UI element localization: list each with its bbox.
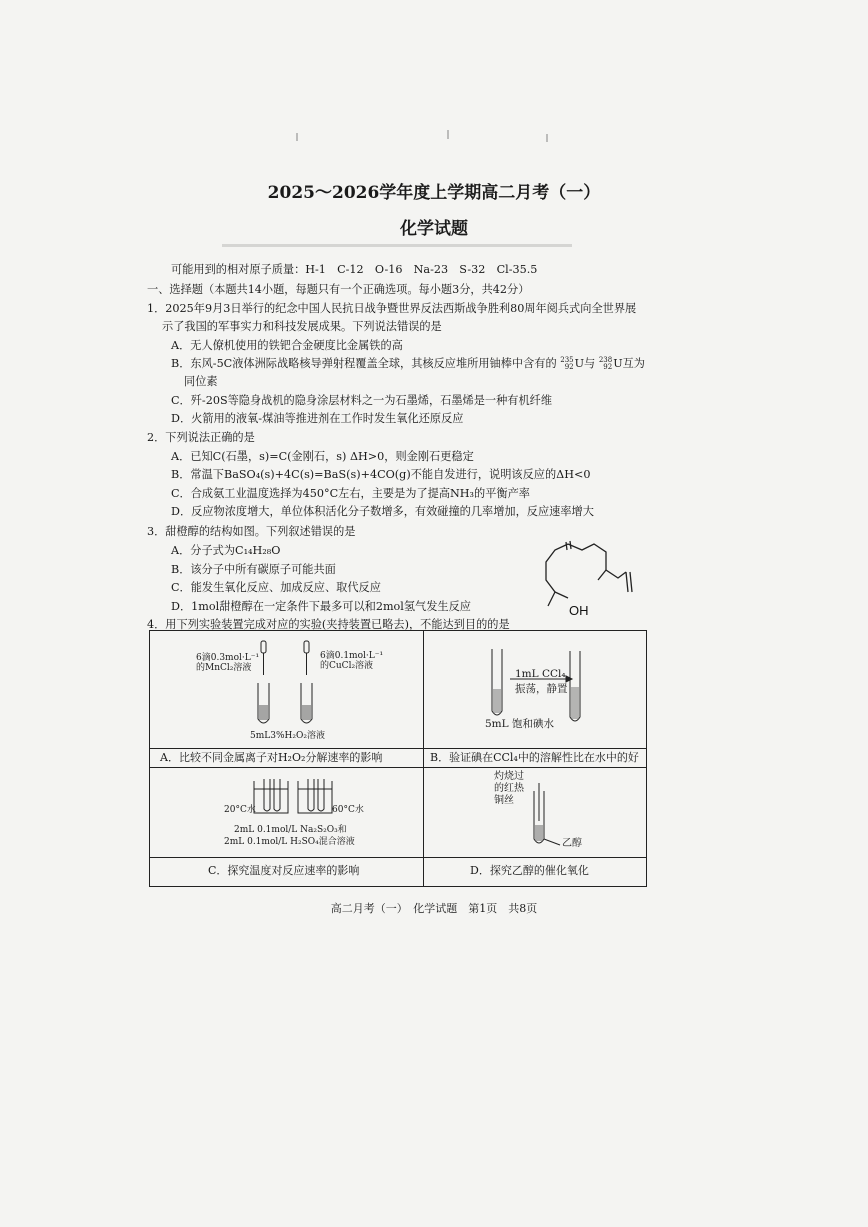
c-apparatus <box>250 777 340 817</box>
arrow-head <box>566 676 572 682</box>
exam-subtitle: 化学试题 <box>400 219 468 239</box>
q1-option-d: D．火箭用的液氧-煤油等推进剂在工作时发生氧化还原反应 <box>171 412 464 425</box>
test-tube <box>318 779 324 811</box>
chain-bond <box>568 544 626 578</box>
q4-apparatus-grid <box>149 630 647 887</box>
test-tube <box>264 779 270 811</box>
q1-option-a: A．无人僚机使用的铁钯合金硬度比金属铁的高 <box>171 339 403 352</box>
q1-option-b: B．东风-5C液体洲际战略核导弹射程覆盖全球，其核反应堆所用铀棒中含有的 235 92U与 238 92U互为 <box>171 356 645 371</box>
exam-title: 2025～2026学年度上学期高二月考（一） <box>267 183 601 203</box>
b-label-iodine-water: 5mL 饱和碘水 <box>485 718 554 730</box>
q4-caption-b: B．验证碘在CCl₄中的溶解性比在水中的好 <box>430 751 639 764</box>
q1-stem-cont: 示了我国的军事实力和科技发展成果。下列说法错误的是 <box>162 320 442 333</box>
liquid <box>302 705 311 720</box>
q3-option-c: C．能发生氧化反应、加成反应、取代反应 <box>171 581 381 594</box>
q3-option-a: A．分子式为C₁₄H₂₈O <box>171 544 281 557</box>
c-label-20c: 20°C水 <box>224 805 256 815</box>
dropper-bulb <box>261 641 266 653</box>
dropper-bulb <box>304 641 309 653</box>
scan-smudge <box>222 244 572 247</box>
q2-option-d: D．反应物浓度增大，单位体积活化分子数增多，有效碰撞的几率增加，反应速率增大 <box>171 505 594 518</box>
atomic-masses: 可能用到的相对原子质量：H-1 C-12 O-16 Na-23 S-32 Cl-35.5 <box>171 263 538 276</box>
a-label-left: 6滴0.3mol·L⁻¹ 的MnCl₂溶液 <box>196 653 260 673</box>
liquid <box>571 687 579 719</box>
structure-diagram <box>530 530 640 620</box>
b-label-shake: 振荡，静置 <box>515 683 568 695</box>
q2-option-a: A．已知C(石墨，s)=C(金刚石，s) ΔH>0，则金刚石更稳定 <box>171 450 474 463</box>
scan-smudge <box>447 130 449 139</box>
q1-stem: 1．2025年9月3日举行的纪念中国人民抗日战争暨世界反法西斯战争胜利80周年阅兵式向全世界展 <box>147 302 637 315</box>
liquid <box>493 689 501 713</box>
test-tube <box>308 779 314 811</box>
a-apparatus <box>250 639 330 731</box>
c-label-60c: 60°C水 <box>332 805 364 815</box>
q3-option-d: D．1mol甜橙醇在一定条件下最多可以和2mol氢气发生反应 <box>171 600 471 613</box>
pointer-line <box>544 839 560 845</box>
grid-divider <box>150 767 646 768</box>
methyl-bond <box>598 570 606 580</box>
a-label-right: 6滴0.1mol·L⁻¹ 的CuCl₂溶液 <box>320 651 384 671</box>
vinyl-double-bond <box>630 572 632 592</box>
double-bond-mark <box>566 542 567 550</box>
test-tube <box>274 779 280 811</box>
section-heading: 一、选择题（本题共14小题，每题只有一个正确选项。每小题3分，共42分） <box>147 283 530 296</box>
grid-divider <box>150 857 646 858</box>
c-label-solution-2: 2mL 0.1mol/L H₂SO₄混合溶液 <box>224 837 355 847</box>
q2-option-b: B．常温下BaSO₄(s)+4C(s)=BaS(s)+4CO(g)不能自发进行，说明该反应的ΔH<0 <box>171 468 591 481</box>
ethanol-liquid <box>535 825 543 841</box>
vinyl-bond <box>626 572 628 592</box>
q2-option-c: C．合成氨工业温度选择为450°C左右，主要是为了提高NH₃的平衡产率 <box>171 487 530 500</box>
grid-divider <box>150 748 646 749</box>
q4-stem: 4．用下列实验装置完成对应的实验(夹持装置已略去)，不能达到目的的是 <box>147 618 510 631</box>
q4-caption-a: A．比较不同金属离子对H₂O₂分解速率的影响 <box>160 751 383 764</box>
d-apparatus <box>526 781 566 851</box>
oh-label: OH <box>569 603 589 618</box>
beaker <box>298 781 332 813</box>
d-label-copper: 灼烧过 的红热 铜丝 <box>494 771 524 806</box>
c-label-solution-1: 2mL 0.1mol/L Na₂S₂O₃和 <box>234 825 347 835</box>
grid-divider <box>423 631 424 886</box>
beaker <box>254 781 288 813</box>
q3-stem: 3．甜橙醇的结构如图。下列叙述错误的是 <box>147 525 356 538</box>
q1-option-c: C．歼-20S等隐身战机的隐身涂层材料之一为石墨烯，石墨烯是一种有机纤维 <box>171 394 553 407</box>
q3-option-b: B．该分子中所有碳原子可能共面 <box>171 563 336 576</box>
q1-option-b-cont: 同位素 <box>184 375 218 388</box>
b-label-ccl4: 1mL CCl₄ <box>515 668 566 680</box>
a-label-bottom: 5mL3%H₂O₂溶液 <box>250 731 325 741</box>
liquid <box>259 705 268 720</box>
scan-smudge <box>296 133 298 141</box>
page-footer: 高二月考（一） 化学试题 第1页 共8页 <box>330 902 538 915</box>
q2-stem: 2．下列说法正确的是 <box>147 431 255 444</box>
scan-smudge <box>546 134 548 142</box>
q4-caption-d: D．探究乙醇的催化氧化 <box>470 864 589 877</box>
d-label-ethanol: 乙醇 <box>562 838 582 849</box>
q4-caption-c: C．探究温度对反应速率的影响 <box>208 864 360 877</box>
oh-bond <box>555 592 568 598</box>
